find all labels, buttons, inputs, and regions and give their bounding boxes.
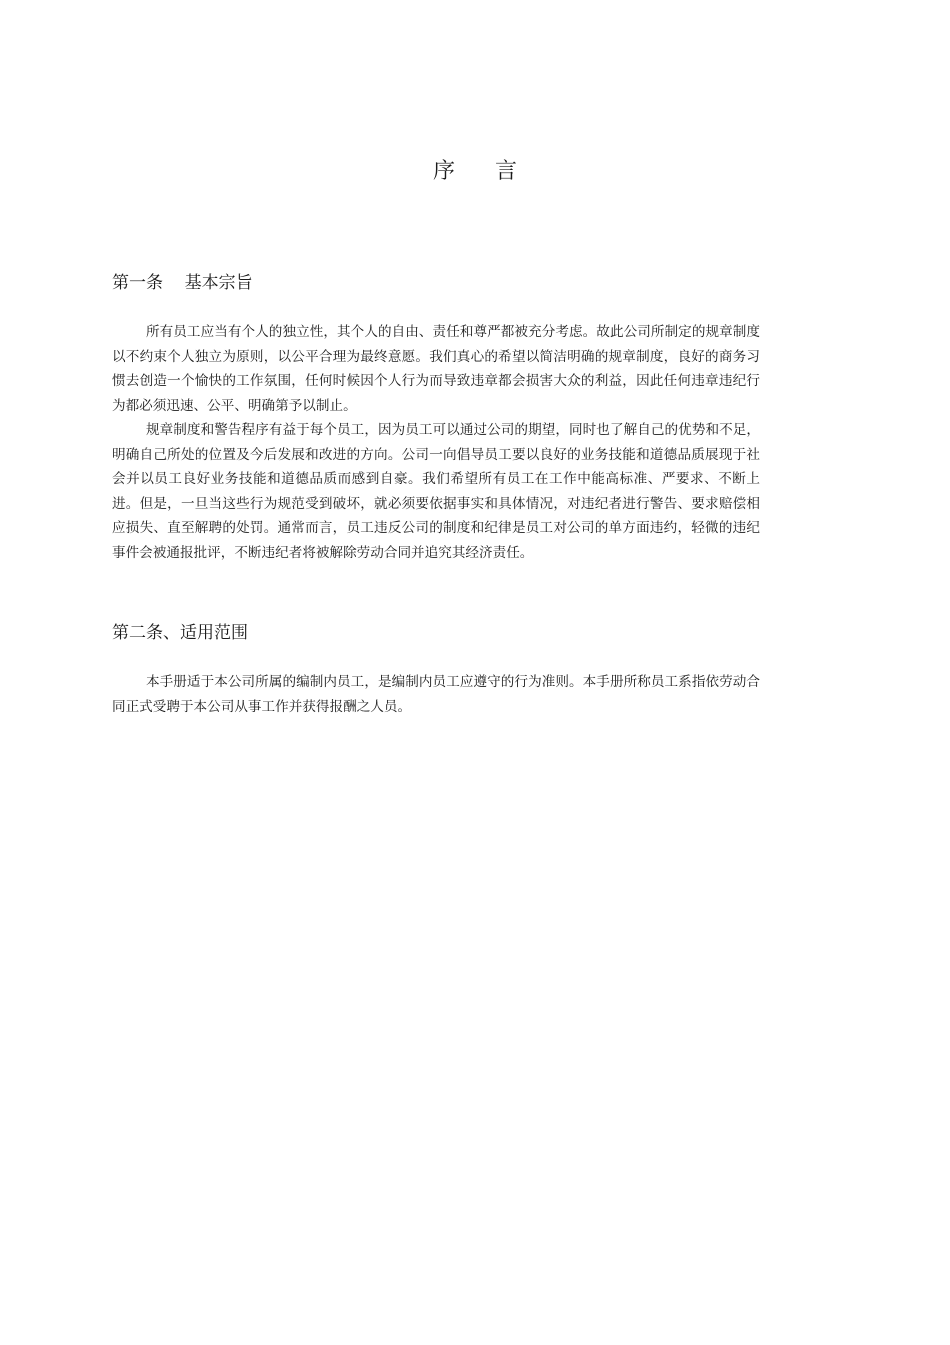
paragraph: 所有员工应当有个人的独立性，其个人的自由、责任和尊严都被充分考虑。故此公司所制定的规章制度以不约束个人独立为原则，以公平合理为最终意愿。我们真心的希望以简洁明确的规章制度，良好的商务习惯去创造一个愉快的工作氛围，任何时候因个人行为而导致违章都会损害大众的利益，因此任何违章违纪行为都必须迅速、公平、明确第予以制止。 [112,324,760,414]
paragraph: 本手册适于本公司所属的编制内员工，是编制内员工应遵守的行为准则。本手册所称员工系指依劳动合同正式受聘于本公司从事工作并获得报酬之人员。 [112,674,760,715]
paragraph: 规章制度和警告程序有益于每个员工，因为员工可以通过公司的期望，同时也了解自己的优势和不足，明确自己所处的位置及今后发展和改进的方向。公司一向倡导员工要以良好的业务技能和道德品质展现于社会并以员工良好业务技能和道德品质而感到自豪。我们希望所有员工在工作中能高标准、严要求、不断上进。但是，一旦当这些行为规范受到破坏，就必须要依据事实和具体情况，对违纪者进行警告、要求赔偿相应损失、直至解聘的处罚。通常而言，员工违反公司的制度和纪律是员工对公司的单方面违约，轻微的违纪事件会被通报批评，不断违纪者将被解除劳动合同并追究其经济责任。 [112,422,760,561]
section-heading: 第二条、适用范围 [112,623,248,643]
section-scope [112,620,760,719]
document-title: 序言 [432,159,557,184]
section-basic-purpose [112,270,760,565]
section-heading: 第一条 基本宗旨 [112,273,253,293]
